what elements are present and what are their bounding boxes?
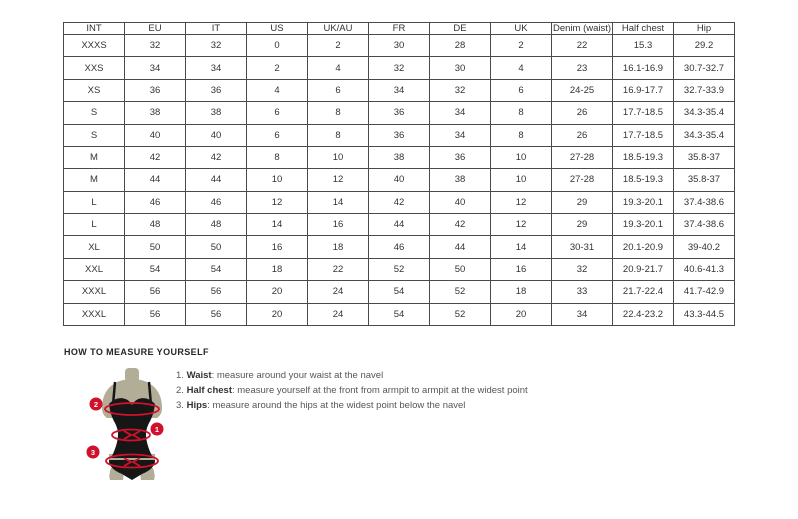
step-text: : measure around the hips at the widest point below the navel — [207, 400, 466, 411]
table-cell: 40.6-41.3 — [674, 258, 735, 280]
table-cell: 24 — [308, 303, 369, 326]
column-header: US — [247, 23, 308, 35]
table-cell: 50 — [430, 258, 491, 280]
column-header: UK/AU — [308, 23, 369, 35]
table-cell: M — [64, 146, 125, 168]
table-cell: 27-28 — [552, 146, 613, 168]
table-cell: 54 — [186, 258, 247, 280]
table-row — [64, 191, 735, 213]
table-cell: 44 — [125, 169, 186, 191]
table-cell: 8 — [308, 102, 369, 124]
table-cell: 36 — [125, 79, 186, 101]
table-cell: 38 — [186, 102, 247, 124]
step-label: Half chest — [186, 385, 232, 396]
table-cell: 10 — [491, 146, 552, 168]
table-cell: 44 — [369, 214, 430, 236]
table-cell: 6 — [247, 102, 308, 124]
table-row — [64, 258, 735, 280]
table-cell: 20 — [247, 281, 308, 303]
table-cell: 24 — [308, 281, 369, 303]
size-chart-body — [64, 35, 735, 326]
table-cell: 17.7-18.5 — [613, 124, 674, 146]
table-cell: 22 — [552, 35, 613, 57]
table-row — [64, 303, 735, 326]
table-cell: 18 — [308, 236, 369, 258]
table-cell: XXXL — [64, 281, 125, 303]
table-cell: 16.9-17.7 — [613, 79, 674, 101]
table-cell: 26 — [552, 102, 613, 124]
table-cell: 39-40.2 — [674, 236, 735, 258]
table-cell: 24-25 — [552, 79, 613, 101]
table-cell: 35.8-37 — [674, 146, 735, 168]
table-cell: 17.7-18.5 — [613, 102, 674, 124]
table-cell: 14 — [491, 236, 552, 258]
table-cell: XS — [64, 79, 125, 101]
table-cell: 14 — [247, 214, 308, 236]
table-cell: 34.3-35.4 — [674, 124, 735, 146]
table-cell: 36 — [186, 79, 247, 101]
table-cell: 38 — [125, 102, 186, 124]
table-cell: 30 — [430, 57, 491, 79]
step-label: Hips — [186, 400, 208, 411]
table-row — [64, 124, 735, 146]
column-header: FR — [369, 23, 430, 35]
table-cell: 34.3-35.4 — [674, 102, 735, 124]
table-cell: 4 — [491, 57, 552, 79]
table-cell: 52 — [369, 258, 430, 280]
table-cell: 32.7-33.9 — [674, 79, 735, 101]
table-cell: 16 — [247, 236, 308, 258]
table-cell: 12 — [308, 169, 369, 191]
marker-number-waist: 1 — [154, 424, 160, 434]
table-cell: 8 — [247, 146, 308, 168]
table-cell: 38 — [369, 146, 430, 168]
table-cell: 32 — [369, 57, 430, 79]
table-cell: 8 — [491, 124, 552, 146]
table-cell: 20 — [491, 303, 552, 326]
table-cell: 18.5-19.3 — [613, 146, 674, 168]
table-cell: 36 — [369, 124, 430, 146]
table-cell: 42 — [186, 146, 247, 168]
table-cell: 21.7-22.4 — [613, 281, 674, 303]
table-cell: 18 — [247, 258, 308, 280]
table-cell: 32 — [552, 258, 613, 280]
table-row — [64, 214, 735, 236]
table-cell: 16.1-16.9 — [613, 57, 674, 79]
table-cell: 36 — [430, 146, 491, 168]
table-row — [64, 79, 735, 101]
step-number: 1. — [176, 370, 184, 381]
column-header: Hip — [674, 23, 735, 35]
table-cell: 35.8-37 — [674, 169, 735, 191]
measure-step-hips — [176, 398, 528, 413]
size-chart-head — [64, 23, 735, 35]
table-cell: 16 — [491, 258, 552, 280]
table-cell: 30-31 — [552, 236, 613, 258]
table-row — [64, 102, 735, 124]
table-cell: 12 — [491, 191, 552, 213]
table-cell: 48 — [125, 214, 186, 236]
table-row — [64, 236, 735, 258]
table-cell: S — [64, 124, 125, 146]
table-cell: 12 — [491, 214, 552, 236]
table-cell: 28 — [430, 35, 491, 57]
marker-number-hips: 3 — [90, 447, 96, 457]
table-cell: 34 — [125, 57, 186, 79]
column-header: UK — [491, 23, 552, 35]
table-cell: 4 — [308, 57, 369, 79]
table-cell: 34 — [430, 102, 491, 124]
table-cell: XXXS — [64, 35, 125, 57]
table-cell: 54 — [369, 281, 430, 303]
size-chart-table — [63, 22, 735, 326]
table-cell: 8 — [308, 124, 369, 146]
marker-badge-hips — [87, 446, 100, 459]
column-header: Denim (waist) — [553, 23, 612, 34]
measure-steps-list — [176, 368, 528, 413]
table-cell: L — [64, 214, 125, 236]
table-cell: 12 — [247, 191, 308, 213]
column-header: IT — [186, 23, 247, 35]
table-cell: 6 — [491, 79, 552, 101]
measure-heading: HOW TO MEASURE YOURSELF — [64, 347, 209, 357]
table-row — [64, 146, 735, 168]
column-header: EU — [125, 23, 186, 35]
table-cell: 42 — [430, 214, 491, 236]
table-header-row — [64, 23, 735, 35]
table-cell: 40 — [430, 191, 491, 213]
table-cell: 32 — [186, 35, 247, 57]
table-row — [64, 169, 735, 191]
table-cell: 27-28 — [552, 169, 613, 191]
table-cell: 40 — [125, 124, 186, 146]
table-cell: 56 — [125, 303, 186, 326]
table-cell: 18 — [491, 281, 552, 303]
table-cell: 37.4-38.6 — [674, 191, 735, 213]
table-row — [64, 35, 735, 57]
table-cell: XL — [64, 236, 125, 258]
table-cell: 41.7-42.9 — [674, 281, 735, 303]
table-cell: 40 — [186, 124, 247, 146]
table-cell: 2 — [247, 57, 308, 79]
table-cell: 4 — [247, 79, 308, 101]
table-cell: 37.4-38.6 — [674, 214, 735, 236]
table-cell: 50 — [186, 236, 247, 258]
table-cell: 50 — [125, 236, 186, 258]
step-text: : measure yourself at the front from armpit to armpit at the widest point — [231, 385, 528, 396]
table-cell: 29 — [552, 214, 613, 236]
step-number: 3. — [176, 400, 184, 411]
table-cell: 42 — [369, 191, 430, 213]
table-cell: L — [64, 191, 125, 213]
table-cell: 6 — [247, 124, 308, 146]
table-cell: 46 — [125, 191, 186, 213]
table-cell: 10 — [247, 169, 308, 191]
table-cell: 34 — [430, 124, 491, 146]
table-cell: 15.3 — [613, 35, 674, 57]
column-header: DE — [430, 23, 491, 35]
table-cell: 29.2 — [674, 35, 735, 57]
table-cell: 20.1-20.9 — [613, 236, 674, 258]
table-cell: 6 — [308, 79, 369, 101]
table-cell: 32 — [430, 79, 491, 101]
table-cell: 56 — [186, 303, 247, 326]
table-cell: 32 — [125, 35, 186, 57]
table-cell: XXXL — [64, 303, 125, 326]
table-cell: 46 — [186, 191, 247, 213]
marker-badge-waist — [151, 423, 164, 436]
table-cell: 54 — [125, 258, 186, 280]
step-number: 2. — [176, 385, 184, 396]
table-cell: 10 — [491, 169, 552, 191]
table-cell: 8 — [491, 102, 552, 124]
table-cell: 40 — [369, 169, 430, 191]
table-cell: 23 — [552, 57, 613, 79]
table-cell: 34 — [369, 79, 430, 101]
table-row — [64, 281, 735, 303]
table-cell: 34 — [552, 303, 613, 326]
table-cell: 36 — [369, 102, 430, 124]
table-cell: 56 — [186, 281, 247, 303]
table-cell: 20 — [247, 303, 308, 326]
table-cell: 44 — [186, 169, 247, 191]
column-header: Half chest — [613, 23, 674, 35]
table-cell: 33 — [552, 281, 613, 303]
step-label: Waist — [186, 370, 212, 381]
table-cell: 22.4-23.2 — [613, 303, 674, 326]
table-cell: 46 — [369, 236, 430, 258]
measure-step-half-chest — [176, 383, 528, 398]
table-cell: 52 — [430, 303, 491, 326]
table-cell: 42 — [125, 146, 186, 168]
table-cell: 52 — [430, 281, 491, 303]
table-cell: 22 — [308, 258, 369, 280]
table-cell: 56 — [125, 281, 186, 303]
table-cell: 44 — [430, 236, 491, 258]
table-cell: 43.3-44.5 — [674, 303, 735, 326]
table-cell: 38 — [430, 169, 491, 191]
table-cell: 34 — [186, 57, 247, 79]
step-text: : measure around your waist at the navel — [211, 370, 384, 381]
table-cell: XXL — [64, 258, 125, 280]
table-cell: 16 — [308, 214, 369, 236]
table-cell: 26 — [552, 124, 613, 146]
table-cell: 14 — [308, 191, 369, 213]
table-cell: 30.7-32.7 — [674, 57, 735, 79]
table-cell: 19.3-20.1 — [613, 214, 674, 236]
table-cell: XXS — [64, 57, 125, 79]
table-cell: 10 — [308, 146, 369, 168]
table-cell: 2 — [308, 35, 369, 57]
table-cell: S — [64, 102, 125, 124]
table-cell: 48 — [186, 214, 247, 236]
marker-badge-chest — [90, 398, 103, 411]
measure-step-waist — [176, 368, 528, 383]
table-cell: M — [64, 169, 125, 191]
table-cell: 2 — [491, 35, 552, 57]
table-cell: 30 — [369, 35, 430, 57]
table-cell: 0 — [247, 35, 308, 57]
column-header: INT — [64, 23, 125, 35]
table-row — [64, 57, 735, 79]
marker-number-chest: 2 — [93, 399, 99, 409]
table-cell: 18.5-19.3 — [613, 169, 674, 191]
table-cell: 20.9-21.7 — [613, 258, 674, 280]
table-cell: 19.3-20.1 — [613, 191, 674, 213]
table-cell: 29 — [552, 191, 613, 213]
table-cell: 54 — [369, 303, 430, 326]
